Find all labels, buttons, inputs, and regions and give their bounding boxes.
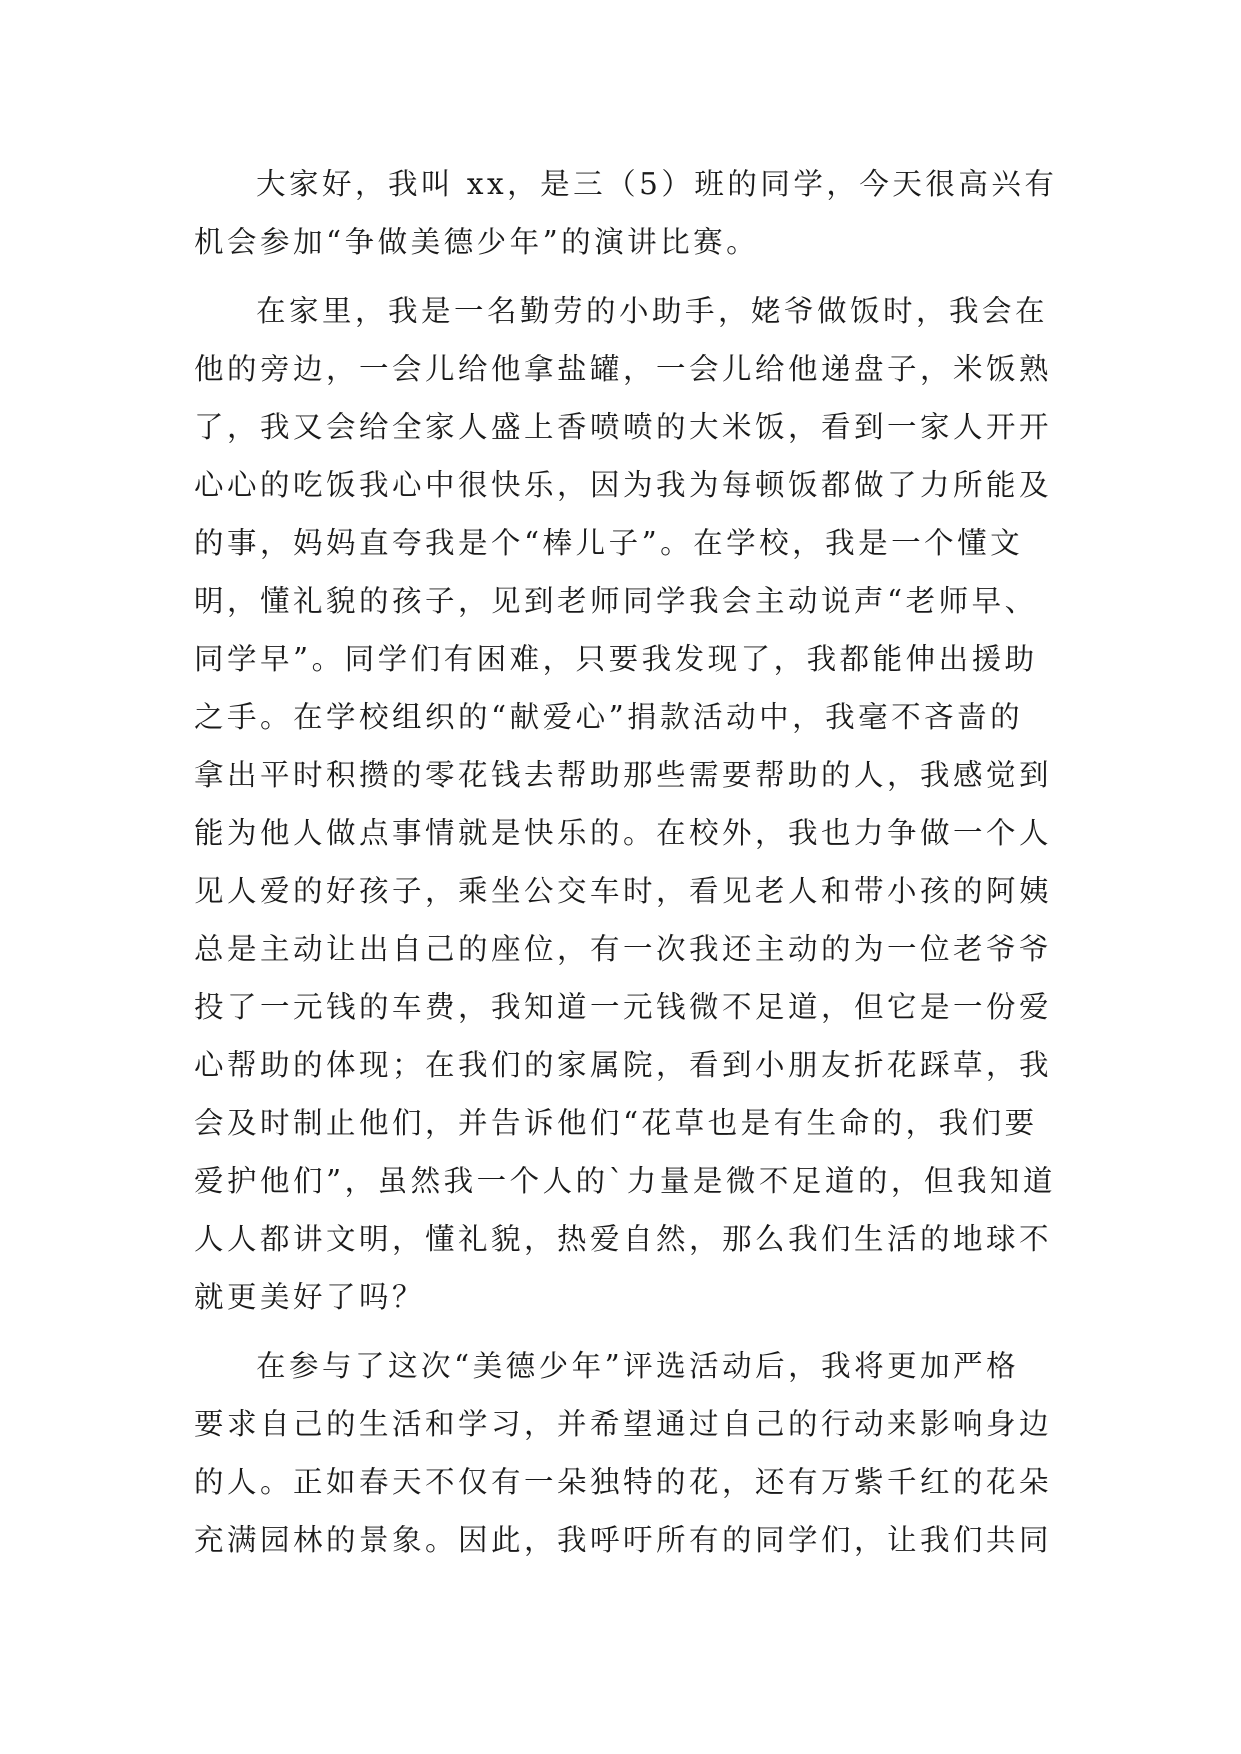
text-line: 爱护他们”，虽然我一个人的`力量是微不足道的，但我知道 <box>194 1164 1056 1198</box>
paragraph-intro <box>194 155 1058 271</box>
text-line: 了，我又会给全家人盛上香喷喷的大米饭，看到一家人开开 <box>194 410 1053 444</box>
text-line: 的事，妈妈直夸我是个“棒儿子”。在学校，我是一个懂文 <box>194 526 1024 560</box>
text-line: 人人都讲文明，懂礼貌，热爱自然，那么我们生活的地球不 <box>194 1222 1053 1256</box>
text-line: 他的旁边，一会儿给他拿盐罐，一会儿给他递盘子，米饭熟 <box>194 352 1053 386</box>
text-line: 在家里，我是一名勤劳的小助手，姥爷做饭时，我会在 <box>256 294 1049 328</box>
text-line: 大家好，我叫 xx，是三（5）班的同学，今天很高兴有 <box>256 167 1058 201</box>
text-line: 就更美好了吗？ <box>194 1280 426 1314</box>
text-line: 要求自己的生活和学习，并希望通过自己的行动来影响身边 <box>194 1407 1053 1441</box>
text-line: 会及时制止他们，并告诉他们“花草也是有生命的，我们要 <box>194 1106 1038 1140</box>
text-line: 能为他人做点事情就是快乐的。在校外，我也力争做一个人 <box>194 816 1053 850</box>
text-line: 的人。正如春天不仅有一朵独特的花，还有万紫千红的花朵 <box>194 1465 1053 1499</box>
text-line: 心心的吃饭我心中很快乐，因为我为每顿饭都做了力所能及 <box>194 468 1053 502</box>
text-line: 之手。在学校组织的“献爱心”捐款活动中，我毫不吝啬的 <box>194 700 1024 734</box>
text-line: 投了一元钱的车费，我知道一元钱微不足道，但它是一份爱 <box>194 990 1053 1024</box>
text-line: 总是主动让出自己的座位，有一次我还主动的为一位老爷爷 <box>194 932 1053 966</box>
text-line: 心帮助的体现；在我们的家属院，看到小朋友折花踩草，我 <box>194 1048 1053 1082</box>
text-line: 机会参加“争做美德少年”的演讲比赛。 <box>194 225 760 259</box>
text-line: 在参与了这次“美德少年”评选活动后，我将更加严格 <box>256 1349 1020 1383</box>
text-line: 拿出平时积攒的零花钱去帮助那些需要帮助的人，我感觉到 <box>194 758 1053 792</box>
text-line: 见人爱的好孩子，乘坐公交车时，看见老人和带小孩的阿姨 <box>194 874 1053 908</box>
speech-text <box>194 155 1058 1569</box>
paragraph-examples <box>194 282 1054 1326</box>
text-line: 充满园林的景象。因此，我呼吁所有的同学们，让我们共同 <box>194 1523 1053 1557</box>
paragraph-conclusion <box>194 1337 1054 1569</box>
text-line: 同学早”。同学们有困难，只要我发现了，我都能伸出援助 <box>194 642 1038 676</box>
text-line: 明，懂礼貌的孩子，见到老师同学我会主动说声“老师早、 <box>194 584 1038 618</box>
